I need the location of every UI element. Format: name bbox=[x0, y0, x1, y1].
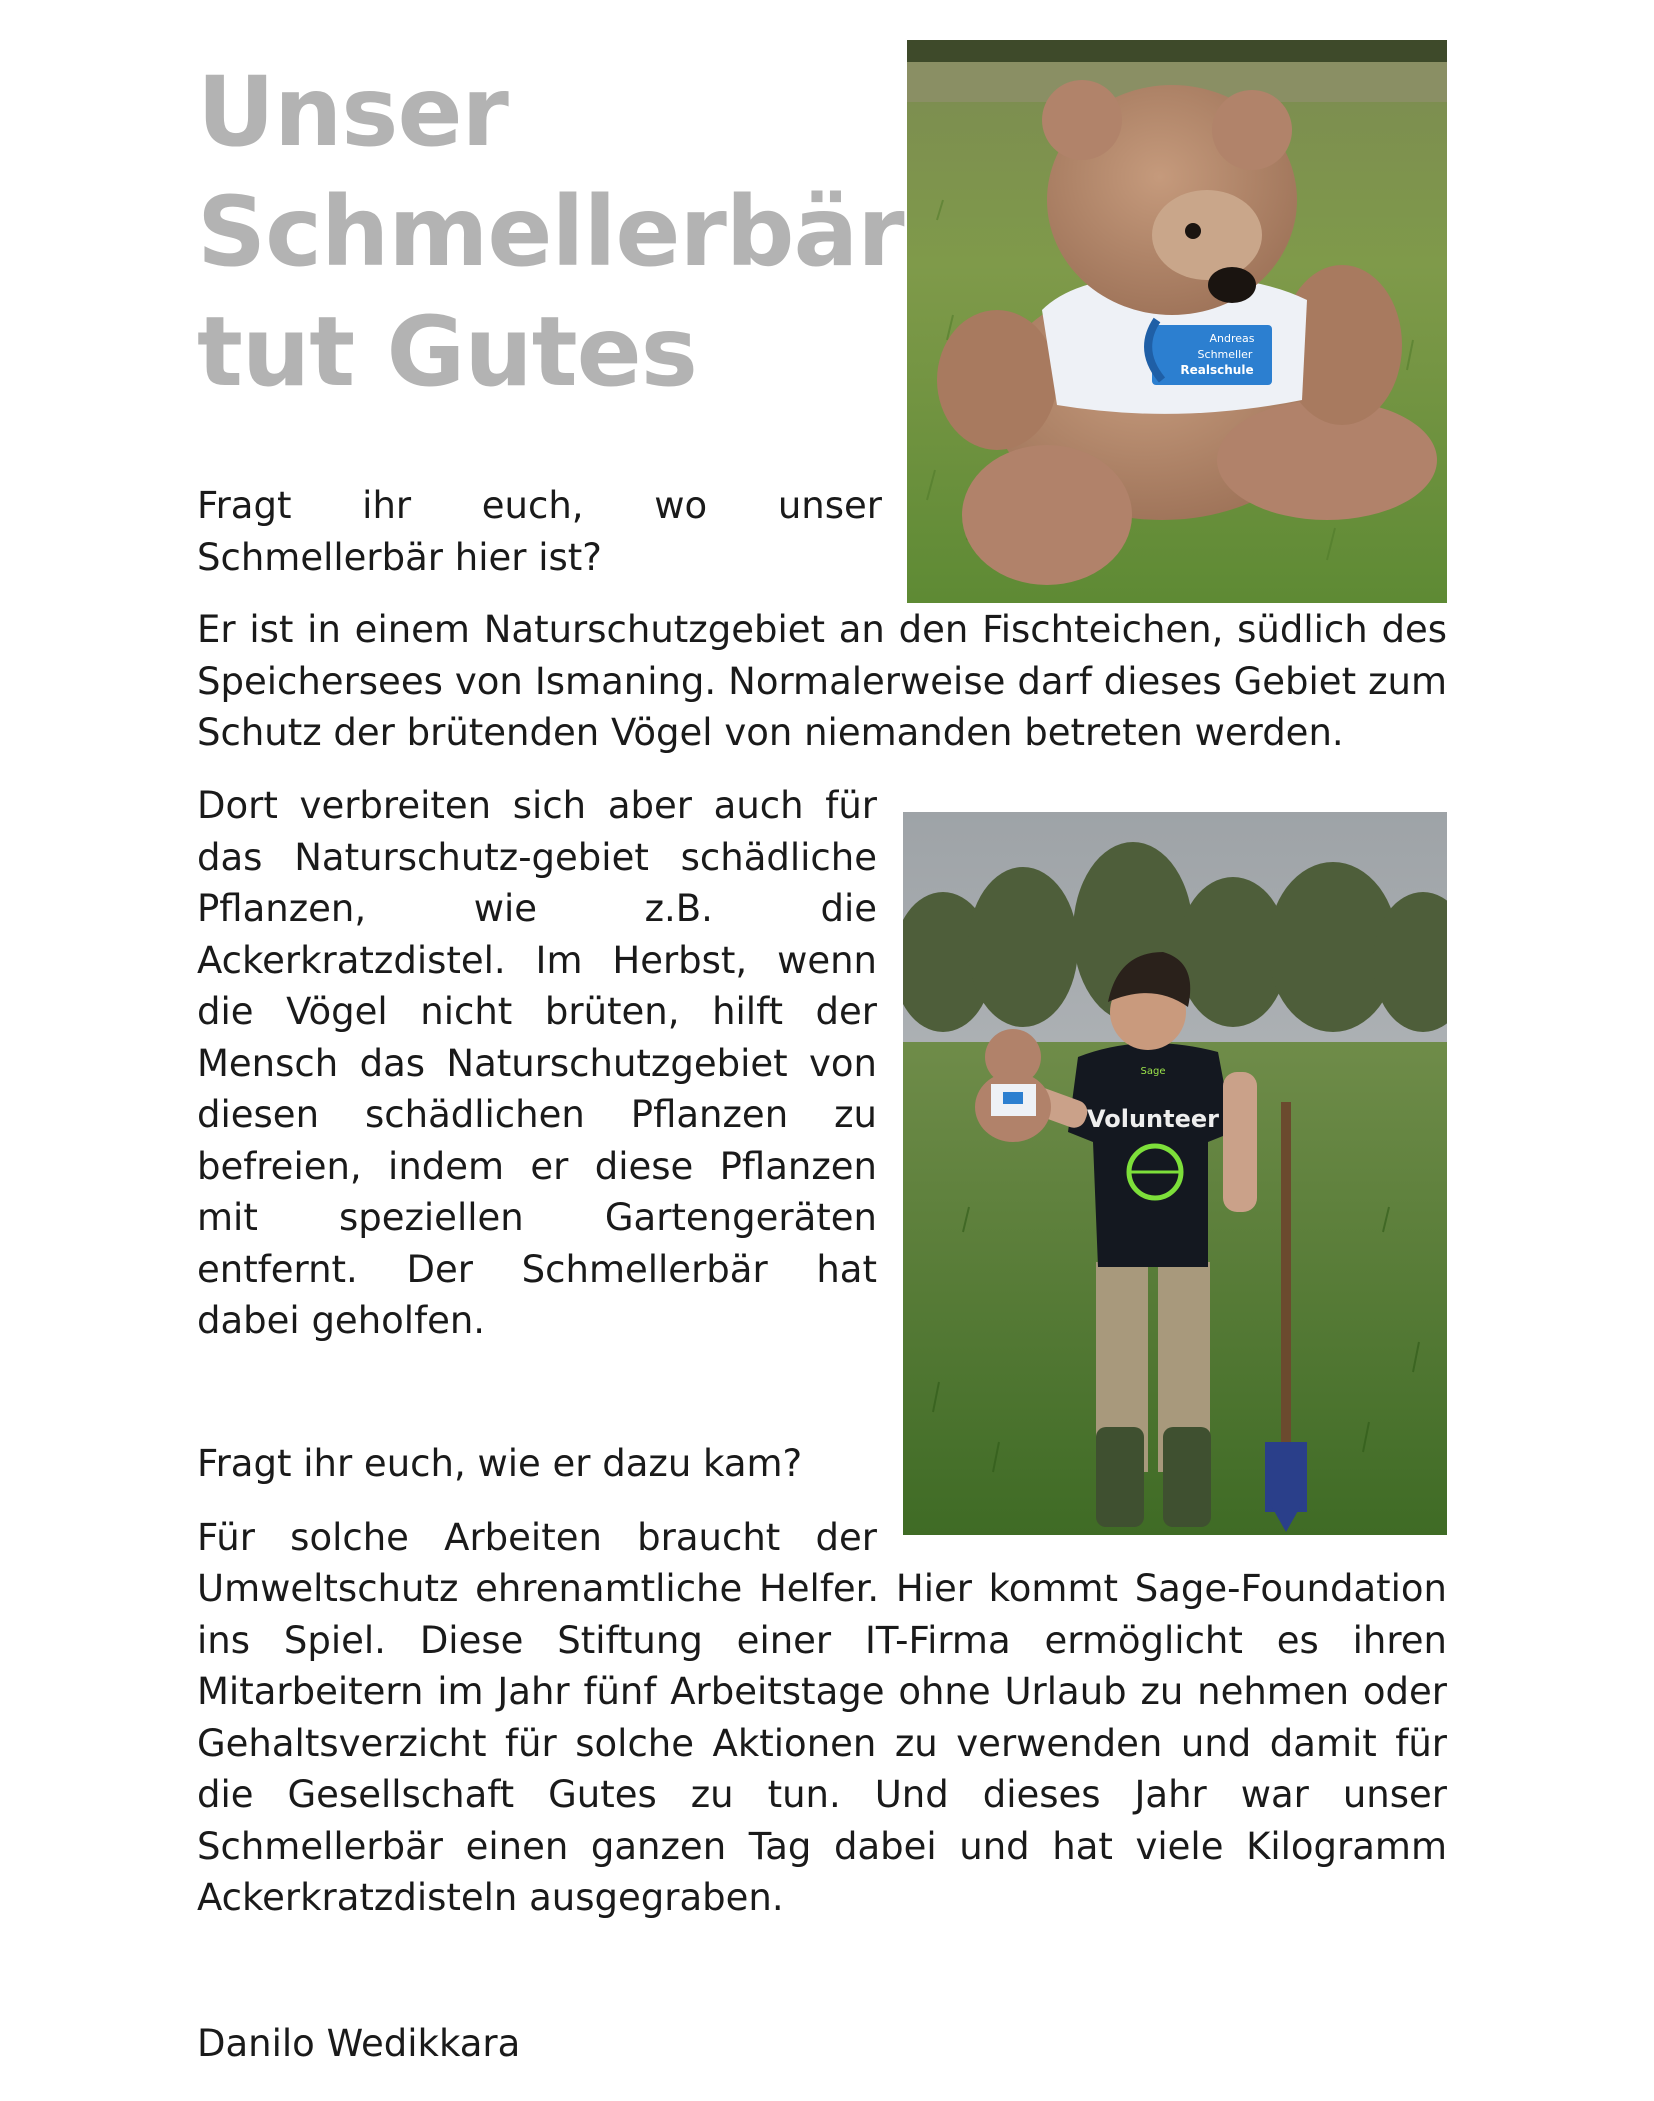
article-title bbox=[197, 52, 904, 412]
title-line: tut Gutes bbox=[197, 296, 697, 408]
shirt-line: Realschule bbox=[1180, 363, 1254, 377]
author-name: Danilo Wedikkara bbox=[197, 2022, 521, 2065]
teddy-bear-photo bbox=[907, 40, 1447, 603]
shirt-line: Andreas bbox=[1209, 332, 1255, 345]
paragraph-helpers-line1: Für solche Arbeiten braucht der bbox=[197, 1516, 877, 1559]
question-how: Fragt ihr euch, wie er dazu kam? bbox=[197, 1442, 803, 1485]
shirt-brand: Sage bbox=[1140, 1066, 1166, 1077]
paragraph-location: Er ist in einem Naturschutzgebiet an den Fischteichen, südlich des Speichersees von Ismaning. Normalerweise darf dieses Gebiet zum Schutz der brütenden Vögel von niemanden betreten werden. bbox=[197, 608, 1447, 754]
paragraph-plants: Dort verbreiten sich aber auch für das Naturschutz-gebiet schädliche Pflanzen, wie z.B. die Ackerkratzdistel. Im Herbst, wenn die Vögel nicht brüten, hilft der Mensch das Naturschutzgebiet von diesen schädlichen Pflanzen zu befreien, indem er diese Pflanzen mit speziellen Gartengeräten entfernt. Der Schmellerbär hat dabei geholfen. bbox=[197, 784, 877, 1342]
shirt-volunteer: Volunteer bbox=[1086, 1105, 1220, 1133]
title-line: Schmellerbär bbox=[197, 176, 904, 288]
paragraph-helpers: Umweltschutz ehrenamtliche Helfer. Hier kommt Sage-Foundation ins Spiel. Diese Stiftung einer IT-Firma ermöglicht es ihren Mitarbeitern im Jahr fünf Arbeitstage ohne Urlaub zu nehmen oder Gehaltsverzicht für solche Aktionen zu verwenden und damit für die Gesellschaft Gutes zu tun. Und dieses Jahr war unser Schmellerbär einen ganzen Tag dabei und hat viele Kilogramm Ackerkratzdisteln ausgegraben. bbox=[197, 1567, 1447, 1919]
title-line: Unser bbox=[197, 56, 508, 168]
volunteer-photo bbox=[903, 812, 1447, 1535]
shirt-line: Schmeller bbox=[1197, 348, 1253, 361]
intro-question: Fragt ihr euch, wo unser Schmellerbär hier ist? bbox=[197, 484, 882, 579]
